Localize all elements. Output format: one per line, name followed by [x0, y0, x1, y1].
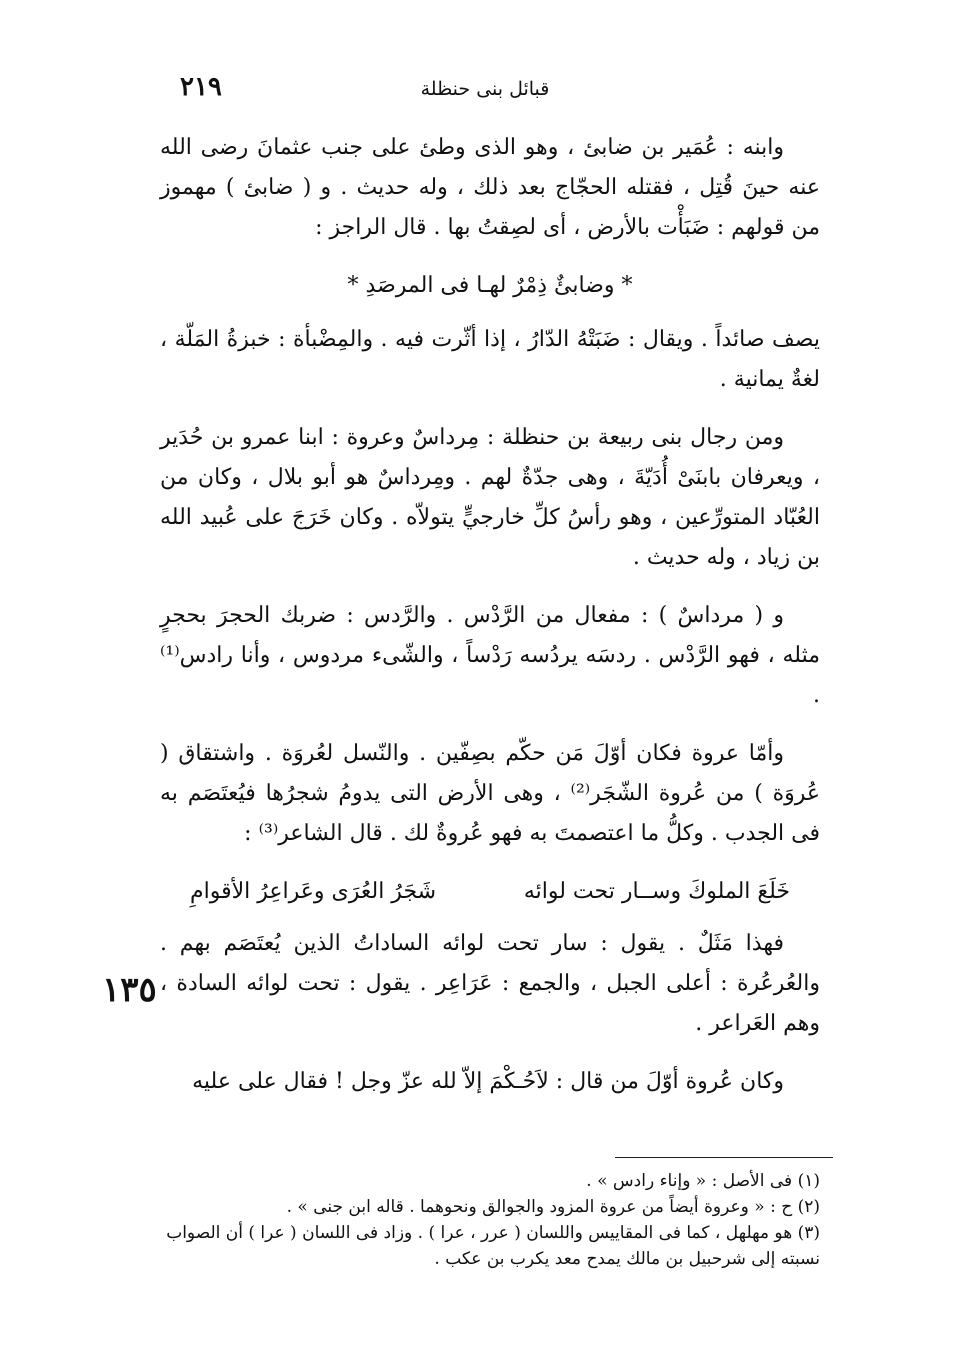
paragraph: ومن رجال بنى ربيعة بن حنظلة : مِرداسٌ وعروة : ابنا عمرو بن حُدَير ، ويعرفان بابنَىْ أُدَيّةَ ، وهى جدّةٌ لهم . ومِرداسٌ هو أبو بلال ، وكان من العُبّاد المتورِّعين ، وهو رأسُ كلِّ خارجيٍّ يتولاّه . وكان خَرَجَ على عُبيد الله بن زياد ، وله حديث . — [160, 425, 820, 570]
margin-number: ١٣٥ — [102, 970, 157, 1010]
paragraph: يصف صائداً . ويقال : ضَبَتْهُ الدّارُ ، إذا أثّرت فيه . والمِضْبأة : خبزةُ المَلّة ، لغةٌ يمانية . — [160, 327, 820, 392]
main-text — [160, 128, 820, 1120]
verse-couplet — [160, 872, 820, 912]
verse-line: * وضابئٌ ذِمْرٌ لهـا فى المرصَدِ * — [347, 273, 633, 298]
footnote: (٢) ح : « وعروة أيضاً من عروة المزود والجوالق ونحوهما . قاله ابن جنى » . — [286, 1197, 820, 1217]
verse-hemistich-first: خَلَعَ الملوكَ وســار تحت لوائه — [523, 879, 790, 904]
footnotes — [160, 1168, 820, 1272]
footnote: (١) فى الأصل : « وإناء رادس » . — [586, 1171, 820, 1191]
footnote: (٣) هو مهلهل ، كما فى المقاييس واللسان ( عرر ، عرا ) . وزاد فى اللسان ( عرا ) أن الصواب نسبته إلى شرحبيل بن مالك يمدح معد يكرب بن عكب . — [166, 1223, 820, 1269]
paragraph: و ( مرداسٌ ) : مفعال من الرَّدْس . والرَّدس : ضربك الحجرَ بحجرٍ مثله ، فهو الرَّدْس . ردسَه يردُسه رَدْساً ، والشّىء مردوس ، وأنا رادس⁽¹⁾ . — [160, 603, 820, 708]
footnote-divider — [615, 1157, 833, 1158]
paragraph: فهذا مَثَلٌ . يقول : سار تحت لوائه الساداتُ الذين يُعتَصَم بهم . والعُرعُرة : أعلى الجبل ، والجمع : عَرَاعِر . يقول : تحت لوائه السادة ، وهم العَراعر . — [160, 931, 820, 1036]
page-header — [160, 72, 810, 112]
page-number: ٢١٩ — [180, 72, 222, 102]
paragraph: وأمّا عروة فكان أوّلَ مَن حكّم بصِفّين . والنّسل لعُروَة . واشتقاق ( عُروَة ) من عُروة الشّجَر⁽²⁾ ، وهى الأرض التى يدومُ شجرُها فيُعتَصَم به فى الجدب . وكلُّ ما اعتصمتَ به فهو عُروةٌ لك . قال الشاعر⁽³⁾ : — [160, 741, 820, 846]
paragraph: وكان عُروة أوّلَ من قال : لاَحُـكْمَ إلاّ لله عزّ وجل ! فقال على عليه — [192, 1069, 784, 1094]
running-title: قبائل بنى حنظلة — [420, 78, 550, 100]
verse-hemistich-second: شَجَرُ العُرَى وعَراعِرُ الأقوامِ — [190, 879, 437, 904]
paragraph: وابنه : عُمَير بن ضابئ ، وهو الذى وطئ على جنب عثمانَ رضى الله عنه حينَ قُتِل ، فقتله الحجّاج بعد ذلك ، وله حديث . و ( ضابئ ) مهموز من قولهم : ضَبَأْت بالأرض ، أى لصِقتُ بها . قال الراجز : — [160, 135, 820, 240]
